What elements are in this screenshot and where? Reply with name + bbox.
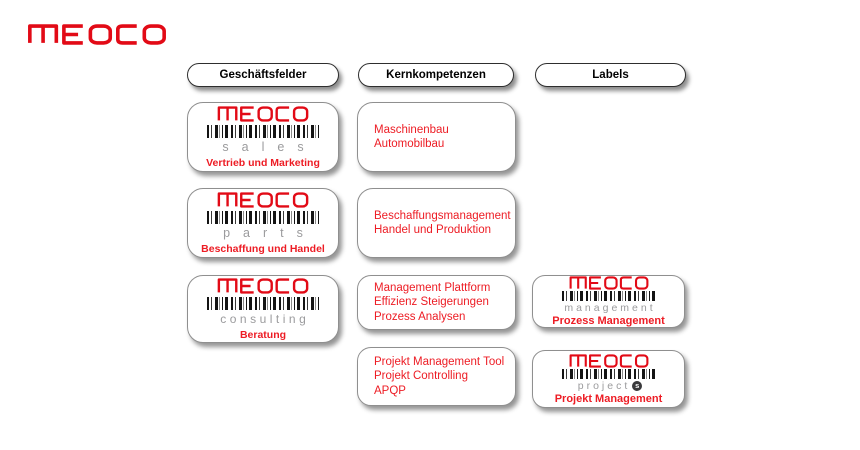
competency-card <box>357 102 516 172</box>
label-caption: Prozess Management <box>552 315 665 327</box>
business-field-card-sales <box>187 102 339 172</box>
business-field-caption: Vertrieb und Marketing <box>206 156 320 169</box>
business-field-caption: Beratung <box>239 328 287 341</box>
barcode-icon <box>207 125 319 138</box>
column-header-label: Geschäftsfelder <box>219 69 307 81</box>
meoco-logo-icon <box>217 106 309 122</box>
column-header-kernkompetenzen <box>358 63 514 87</box>
barcode-icon <box>562 291 656 301</box>
competency-card <box>357 347 516 406</box>
competency-line: Beschaffungsmanagement <box>374 209 511 222</box>
competency-line: Projekt Management Tool <box>374 355 505 368</box>
competency-line: APQP <box>374 384 406 397</box>
product-name-text: project <box>577 379 631 392</box>
column-header-label: Kernkompetenzen <box>386 69 486 81</box>
meoco-logo-icon <box>569 354 649 368</box>
product-name: management <box>564 302 656 314</box>
column-header-geschaeftsfelder <box>187 63 339 87</box>
product-name: consulting <box>220 311 310 326</box>
barcode-icon <box>207 211 319 224</box>
barcode-icon <box>207 297 319 310</box>
meoco-logo-icon <box>569 276 649 290</box>
meoco-logo-icon <box>27 24 167 45</box>
business-field-card-parts <box>187 188 339 258</box>
column-header-labels <box>535 63 686 87</box>
competency-line: Handel und Produktion <box>374 224 491 236</box>
competency-card <box>357 275 516 330</box>
product-name <box>578 380 643 392</box>
label-card-management <box>532 275 685 328</box>
competency-line: Automobilbau <box>374 138 445 150</box>
s-circle-badge: s <box>632 381 642 391</box>
competency-line: Effizienz Steigerungen <box>374 296 489 309</box>
competency-line: Prozess Analysen <box>374 310 466 323</box>
competency-line: Maschinenbau <box>374 123 449 136</box>
meoco-logo-icon <box>217 192 309 208</box>
label-card-projects <box>532 350 685 408</box>
barcode-icon <box>562 369 656 379</box>
competency-line: Management Plattform <box>374 281 491 294</box>
competency-card <box>357 188 516 258</box>
meoco-logo-icon <box>217 278 309 294</box>
column-header-label: Labels <box>592 69 629 81</box>
label-caption: Projekt Management <box>554 392 663 405</box>
product-name: parts <box>223 225 316 240</box>
product-name: sales <box>222 139 317 154</box>
competency-line: Projekt Controlling <box>374 370 468 383</box>
business-field-card-consulting <box>187 275 339 343</box>
meoco-company-logo <box>27 24 167 45</box>
business-field-caption: Beschaffung und Handel <box>201 242 325 255</box>
